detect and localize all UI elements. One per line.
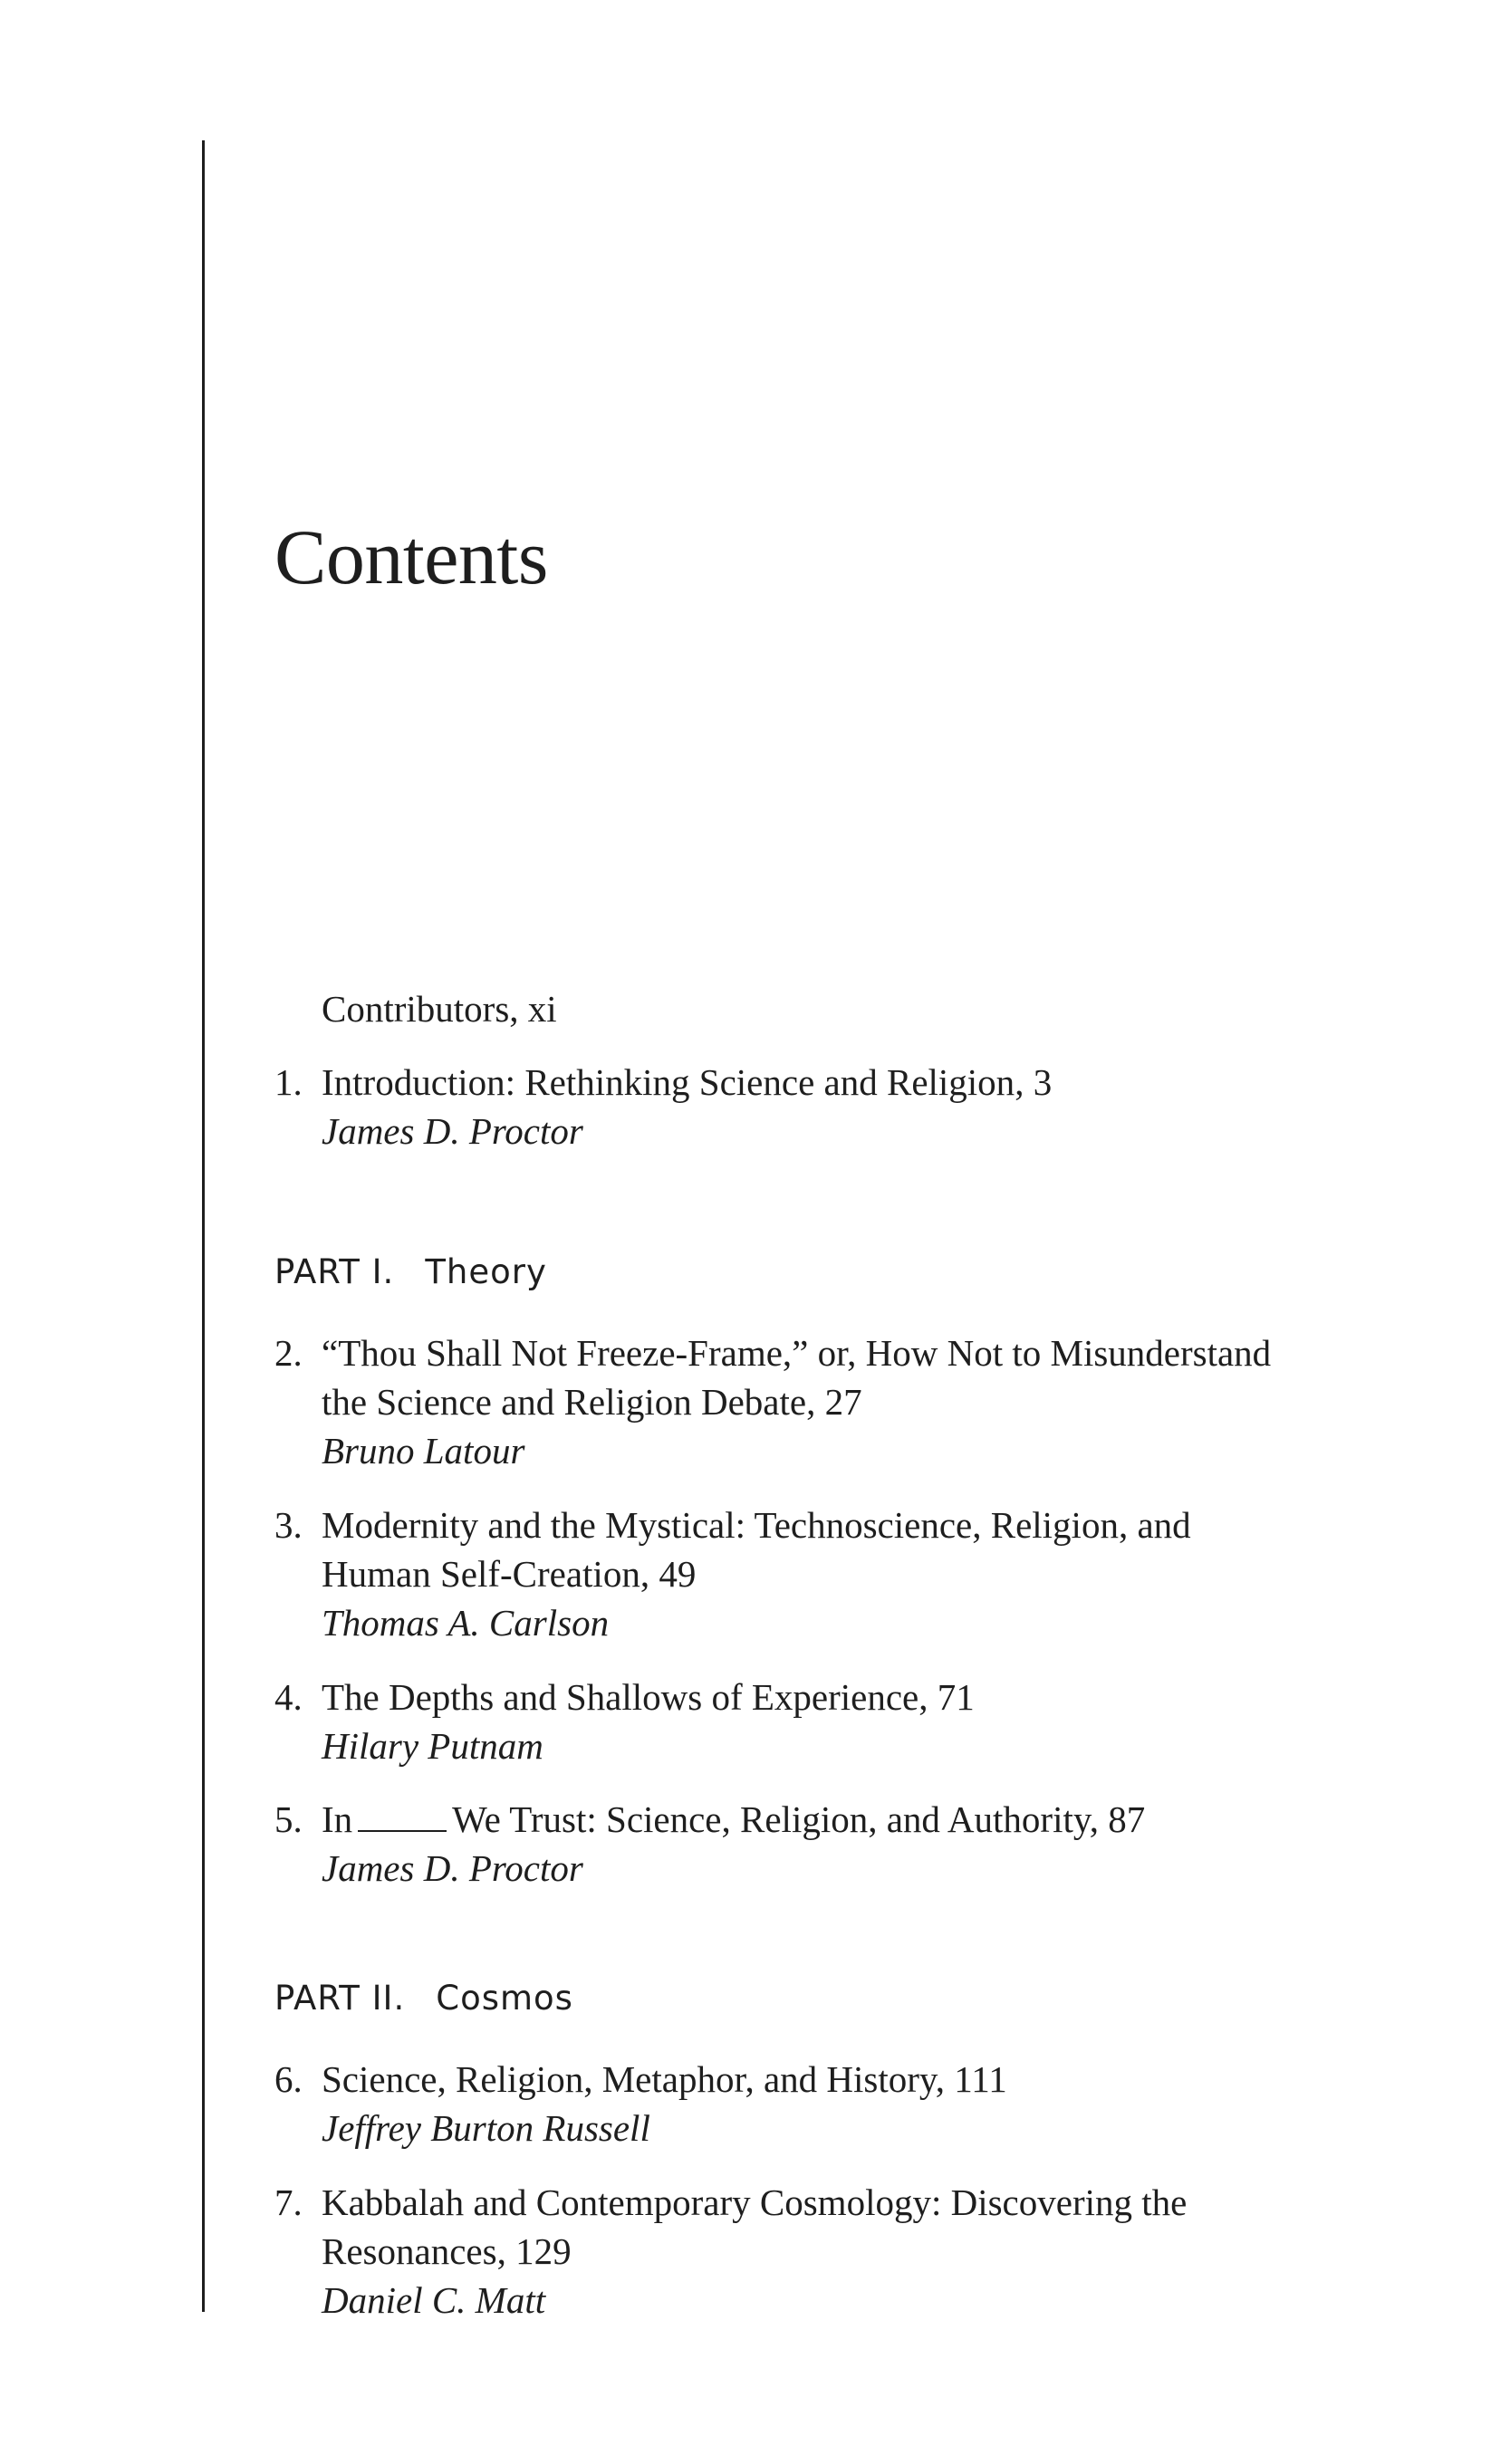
toc-entry-chapter-7[interactable]: 7. Kabbalah and Contemporary Cosmology: Discovering the Resonances, 129 Daniel C. Matt — [274, 2178, 1187, 2325]
part-label: PART II. — [274, 1979, 406, 2018]
entry-title: Science, Religion, Metaphor, and History — [322, 2058, 936, 2100]
part-name: Cosmos — [436, 1979, 573, 2018]
entry-page: 3 — [1033, 1061, 1053, 1103]
entry-page: 71 — [937, 1676, 975, 1718]
part-heading-1 — [274, 1251, 547, 1294]
entry-page: 129 — [515, 2230, 572, 2272]
toc-entry-chapter-1[interactable]: 1. Introduction: Rethinking Science and Religion, 3 James D. Proctor — [274, 1058, 1052, 1155]
entry-author: Daniel C. Matt — [322, 2279, 546, 2321]
entry-title: Modernity and the Mystical: Technoscience, Religion, and — [322, 1504, 1191, 1546]
entry-title-continued: the Science and Religion Debate — [322, 1381, 807, 1423]
entry-author: Thomas A. Carlson — [322, 1602, 610, 1644]
entry-title: The Depths and Shallows of Experience — [322, 1676, 919, 1718]
entry-title-continued: Resonances — [322, 2230, 497, 2272]
entry-author: Jeffrey Burton Russell — [322, 2107, 650, 2149]
toc-entry-chapter-4[interactable]: 4. The Depths and Shallows of Experience, 71 Hilary Putnam — [274, 1673, 975, 1770]
toc-entry-chapter-5[interactable]: 5. In We Trust: Science, Religion, and Authority, 87 James D. Proctor — [274, 1795, 1145, 1893]
chapter-number: 4. — [274, 1676, 303, 1718]
part-label: PART I. — [274, 1252, 395, 1291]
chapter-number: 6. — [274, 2058, 303, 2100]
part-heading-2 — [274, 1977, 573, 2020]
margin-rule — [202, 140, 205, 2312]
entry-page: 87 — [1108, 1798, 1146, 1840]
entry-title: Introduction: Rethinking Science and Religion — [322, 1061, 1015, 1103]
toc-entry-chapter-6[interactable]: 6. Science, Religion, Metaphor, and History, 111 Jeffrey Burton Russell — [274, 2055, 1007, 2152]
toc-entry-chapter-2[interactable]: 2. “Thou Shall Not Freeze-Frame,” or, How Not to Misunderstand the Science and Religion Debate, 27 Bruno Latour — [274, 1328, 1271, 1475]
entry-page: 49 — [659, 1553, 697, 1595]
entry-author: Bruno Latour — [322, 1430, 525, 1472]
page-title: Contents — [274, 513, 548, 600]
entry-title: “Thou Shall Not Freeze-Frame,” or, How Not to Misunderstand — [322, 1332, 1272, 1374]
entry-author: James D. Proctor — [322, 1847, 583, 1889]
entry-page: 111 — [954, 2058, 1007, 2100]
toc-entry-contributors[interactable]: Contributors, xi — [322, 988, 557, 1030]
toc-entry-chapter-3[interactable]: 3. Modernity and the Mystical: Technoscience, Religion, and Human Self-Creation, 49 Thomas A. Carlson — [274, 1500, 1191, 1647]
entry-page: xi — [527, 988, 557, 1030]
chapter-number: 2. — [274, 1332, 303, 1374]
chapter-number: 3. — [274, 1504, 303, 1546]
part-name: Theory — [425, 1252, 547, 1291]
entry-author: Hilary Putnam — [322, 1725, 543, 1767]
entry-author: James D. Proctor — [322, 1110, 583, 1152]
entry-title-end: We Trust: Science, Religion, and Authority — [452, 1798, 1090, 1840]
title-blank-line — [358, 1803, 447, 1832]
chapter-number: 5. — [274, 1798, 303, 1840]
entry-page: 27 — [824, 1381, 862, 1423]
chapter-number: 7. — [274, 2181, 303, 2223]
entry-title: Contributors — [322, 988, 510, 1030]
entry-title: Kabbalah and Contemporary Cosmology: Discovering the — [322, 2181, 1188, 2223]
entry-title-continued: Human Self-Creation — [322, 1553, 640, 1595]
chapter-number: 1. — [274, 1061, 303, 1103]
entry-title-start: In — [322, 1798, 353, 1840]
